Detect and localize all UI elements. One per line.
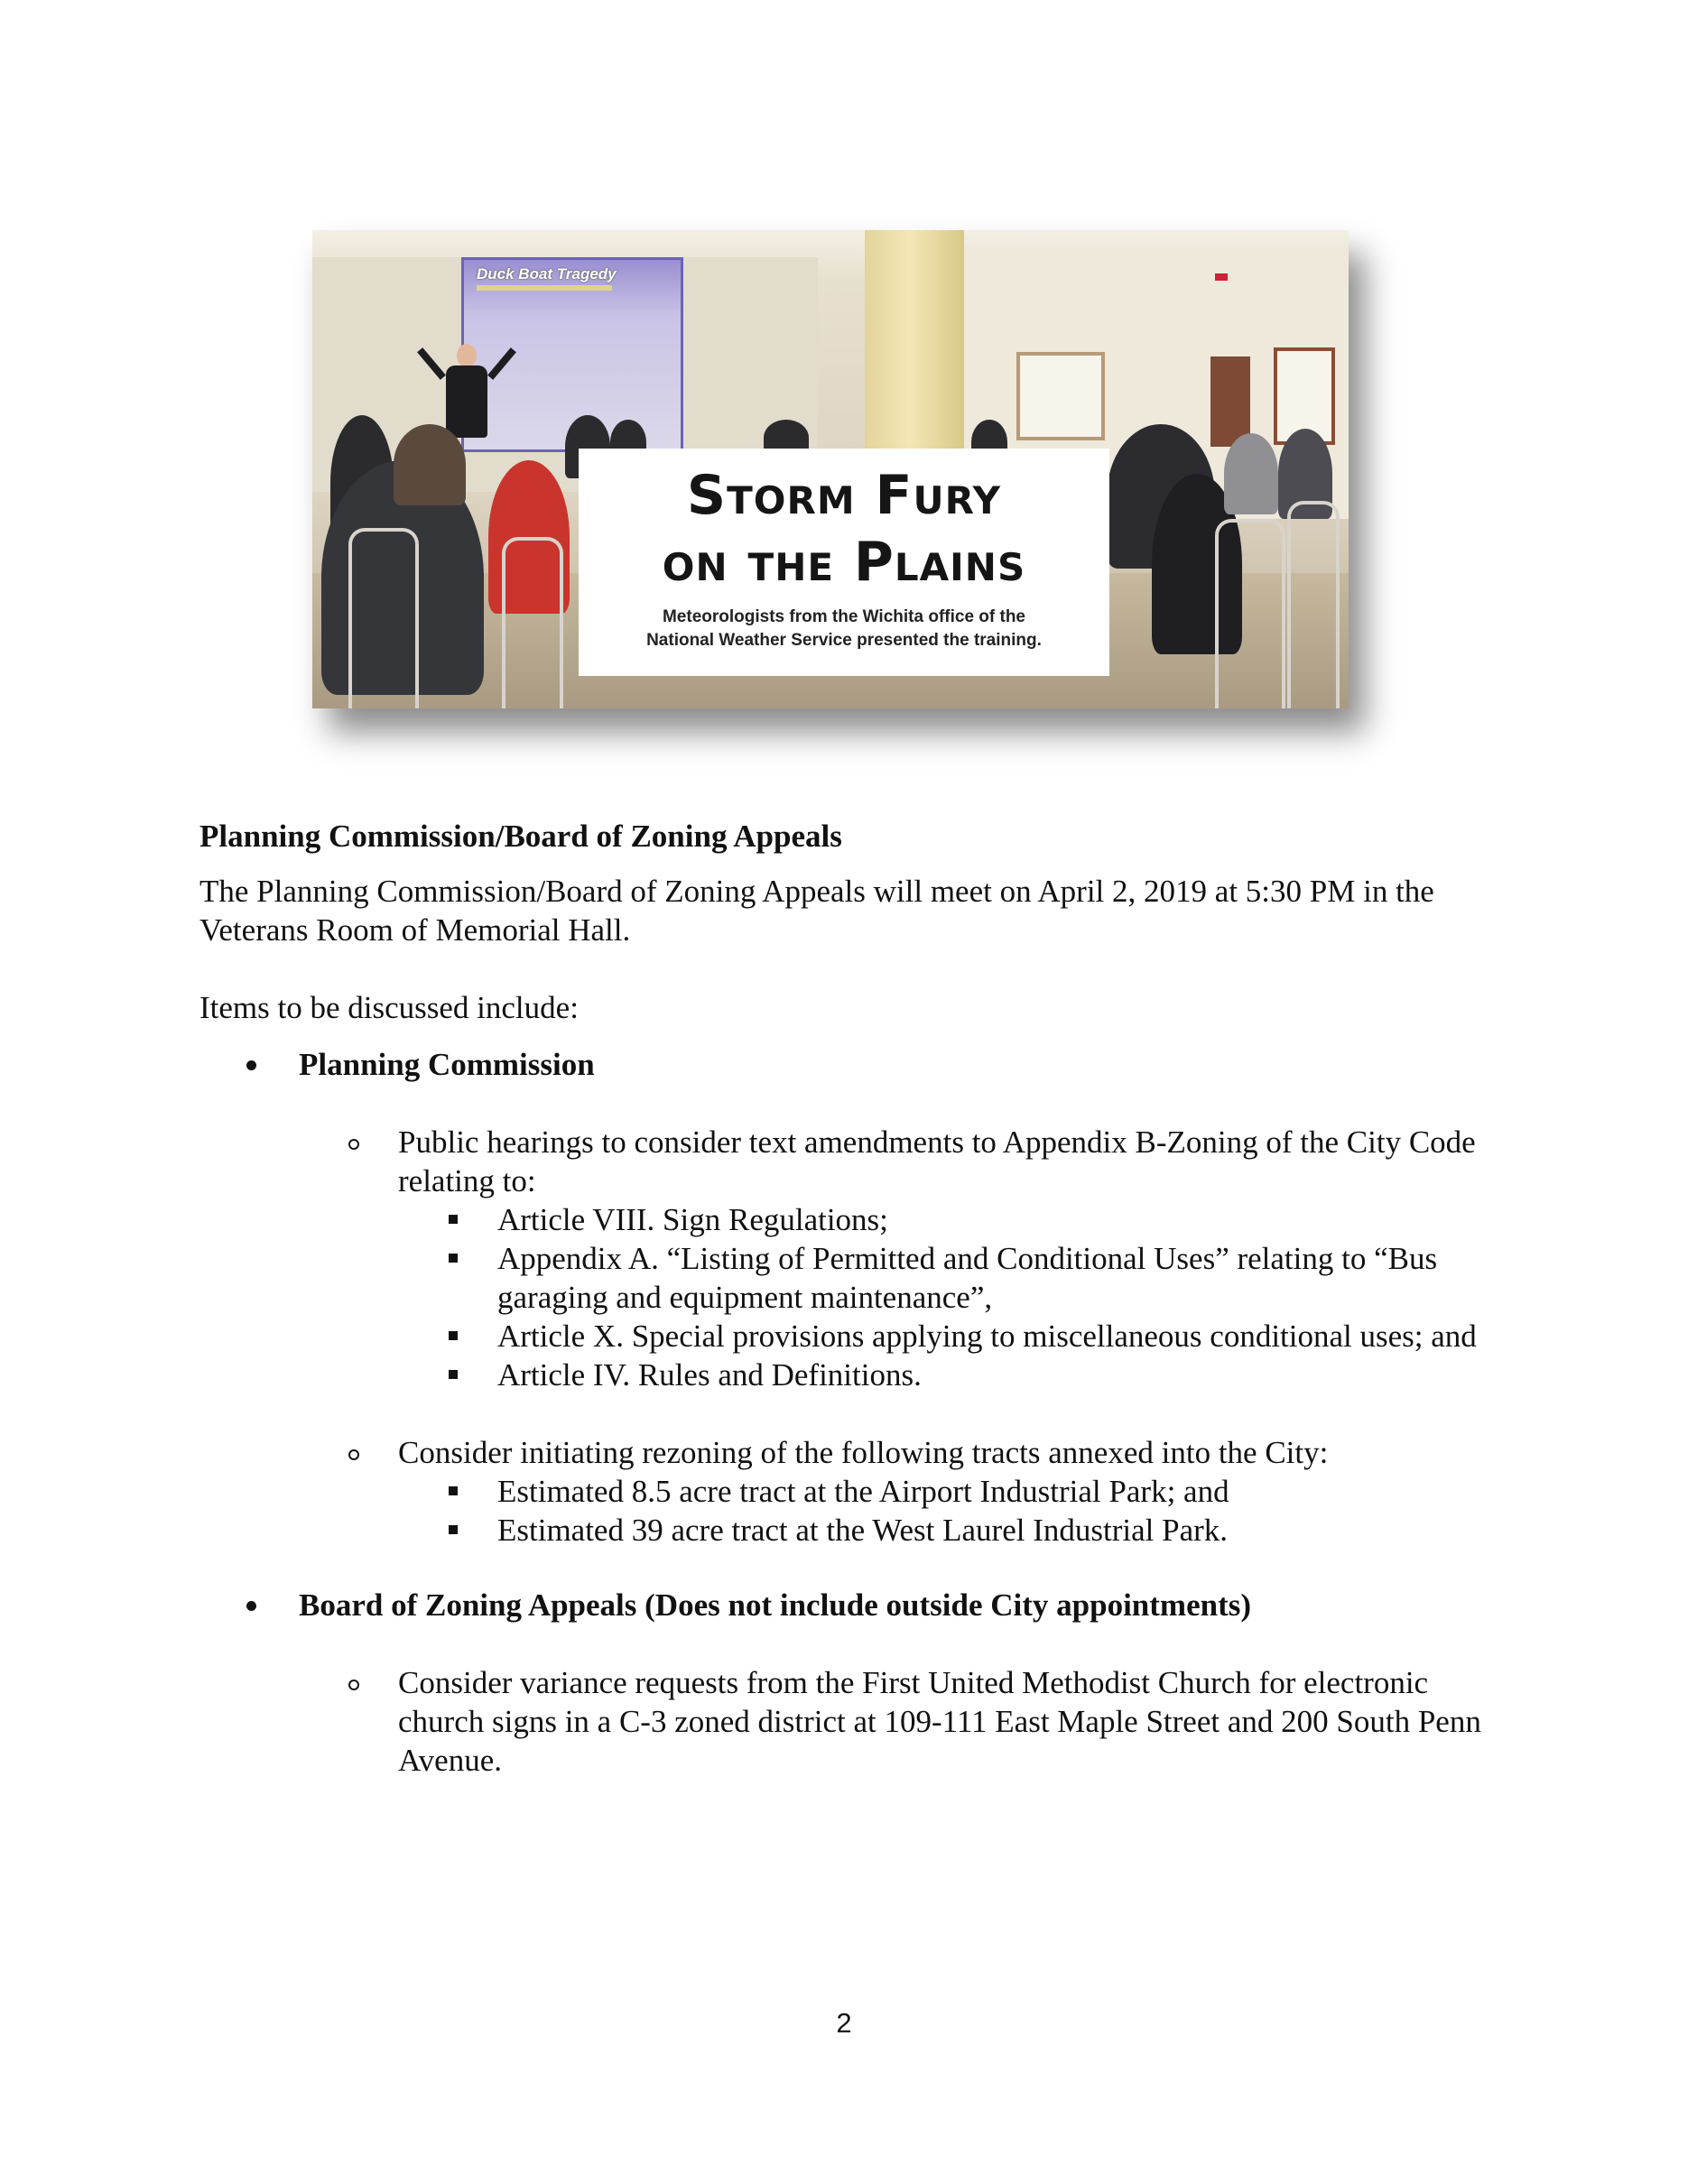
tract-text: Estimated 39 acre tract at the West Laurel Industrial Park. [497, 1513, 1229, 1548]
amendment-text: Article VIII. Sign Regulations; [497, 1202, 888, 1237]
planning-item-text: Public hearings to consider text amendments to Appendix B-Zoning of the City Code relating to: [398, 1124, 1476, 1198]
square-bullet-icon [449, 1525, 458, 1534]
tract-item [398, 1511, 1499, 1550]
photo-door [1210, 356, 1250, 447]
presenter-body [446, 366, 487, 438]
tract-list [398, 1472, 1499, 1550]
exit-sign [1215, 273, 1228, 281]
banner-title-line-1: Storm Fury [686, 464, 1002, 527]
audience-member [394, 424, 466, 505]
agenda-item-planning [199, 1045, 1499, 1550]
chair [1215, 519, 1285, 708]
amendment-item [398, 1317, 1499, 1356]
amendment-item [398, 1356, 1499, 1394]
chair [1287, 501, 1340, 708]
amendment-text: Article IV. Rules and Definitions. [497, 1357, 922, 1393]
planning-items [299, 1123, 1499, 1550]
planning-item-rezoning [299, 1433, 1499, 1550]
agenda-list [199, 1045, 1499, 1780]
amendment-text: Article X. Special provisions applying to miscellaneous conditional uses; and [497, 1319, 1477, 1354]
amendment-item [398, 1239, 1499, 1317]
items-intro: Items to be discussed include: [199, 990, 579, 1025]
page-content [199, 817, 1499, 1780]
banner-caption-line-2: National Weather Service presented the training. [646, 631, 1042, 651]
screen-title: Duck Boat Tragedy [477, 265, 617, 282]
circle-bullet-icon [348, 1139, 359, 1150]
chair [348, 528, 419, 708]
bza-label: Board of Zoning Appeals (Does not include outside City appointments) [299, 1587, 1252, 1623]
bullet-icon [246, 1601, 256, 1611]
planning-item-text: Consider initiating rezoning of the following tracts annexed into the City: [398, 1435, 1329, 1470]
amendment-list [398, 1200, 1499, 1394]
bza-item-text: Consider variance requests from the First United Methodist Church for electronic church signs in a C-3 zoned district at 109-111 East Maple Street and 200 South Penn Avenue. [398, 1665, 1481, 1778]
square-bullet-icon [449, 1254, 458, 1263]
bullet-icon [246, 1060, 256, 1070]
photo-window [1016, 352, 1105, 440]
circle-bullet-icon [348, 1449, 359, 1460]
tract-text: Estimated 8.5 acre tract at the Airport Industrial Park; and [497, 1474, 1229, 1509]
bza-items [299, 1663, 1499, 1780]
circle-bullet-icon [348, 1680, 359, 1690]
square-bullet-icon [449, 1215, 458, 1224]
bza-item-variance [299, 1663, 1499, 1780]
square-bullet-icon [449, 1331, 458, 1340]
banner-caption [579, 606, 1109, 652]
square-bullet-icon [449, 1486, 458, 1495]
storm-fury-photo [312, 230, 1349, 708]
banner-title-box [579, 449, 1109, 676]
square-bullet-icon [449, 1370, 458, 1379]
amendment-text: Appendix A. “Listing of Permitted and Conditional Uses” relating to “Bus garaging and equipment maintenance”, [497, 1241, 1438, 1315]
planning-item-public-hearings [299, 1123, 1499, 1394]
banner-title-line-2: on the Plains [662, 531, 1026, 594]
section-heading: Planning Commission/Board of Zoning Appeals [199, 819, 842, 854]
screen-subtitle-bar [477, 285, 612, 291]
banner-caption-line-1: Meteorologists from the Wichita office of the [662, 607, 1025, 626]
audience-member [1224, 433, 1278, 514]
training-photo [312, 230, 1349, 708]
agenda-item-bza [199, 1586, 1499, 1780]
amendment-item [398, 1200, 1499, 1239]
page-number: 2 [836, 2007, 852, 2039]
planning-commission-label: Planning Commission [299, 1047, 595, 1082]
tract-item [398, 1472, 1499, 1511]
meeting-intro: The Planning Commission/Board of Zoning Appeals will meet on April 2, 2019 at 5:30 PM in the Veterans Room of Memorial Hall. [199, 874, 1434, 948]
chair [502, 537, 563, 708]
presenter-head [457, 344, 477, 367]
